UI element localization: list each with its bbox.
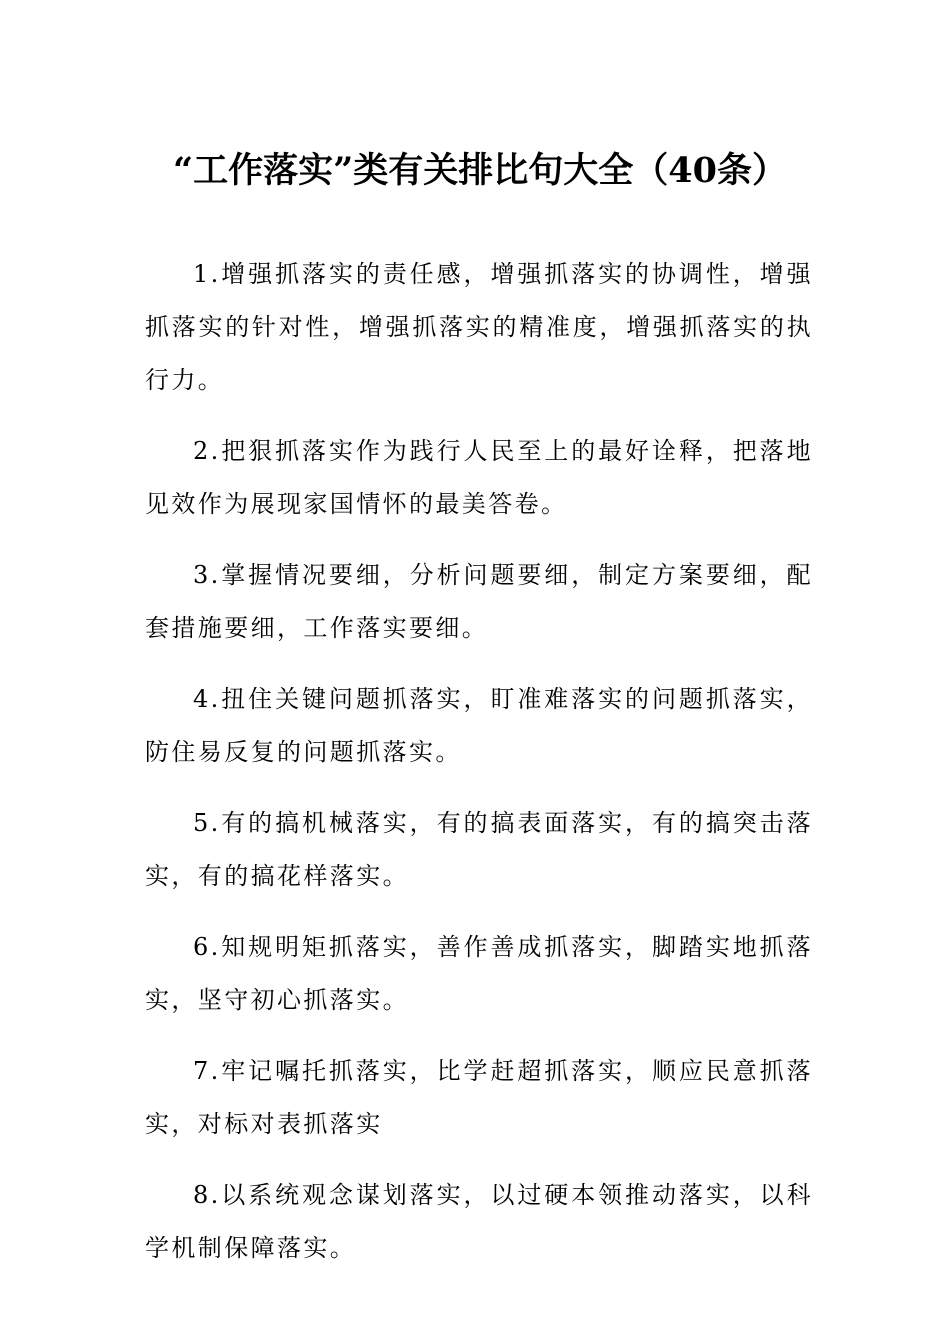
document-body	[145, 248, 813, 1293]
paragraph-2: 2.把狠抓落实作为践行人民至上的最好诠释，把落地见效作为展现家国情怀的最美答卷。	[145, 437, 813, 518]
paragraph-8: 8.以系统观念谋划落实，以过硬本领推动落实，以科学机制保障落实。	[145, 1181, 813, 1262]
paragraph-4: 4.扭住关键问题抓落实，盯准难落实的问题抓落实，防住易反复的问题抓落实。	[145, 685, 813, 766]
paragraph-6: 6.知规明矩抓落实，善作善成抓落实，脚踏实地抓落实，坚守初心抓落实。	[145, 933, 813, 1014]
paragraph-3: 3.掌握情况要细，分析问题要细，制定方案要细，配套措施要细，工作落实要细。	[145, 561, 813, 642]
paragraph-1: 1.增强抓落实的责任感，增强抓落实的协调性，增强抓落实的针对性，增强抓落实的精准度，增强抓落实的执行力。	[145, 260, 813, 394]
document-title: “工作落实”类有关排比句大全（40条）	[173, 150, 787, 191]
paragraph-7: 7.牢记嘱托抓落实，比学赶超抓落实，顺应民意抓落实，对标对表抓落实	[145, 1057, 813, 1138]
paragraph-5: 5.有的搞机械落实，有的搞表面落实，有的搞突击落实，有的搞花样落实。	[145, 809, 813, 890]
